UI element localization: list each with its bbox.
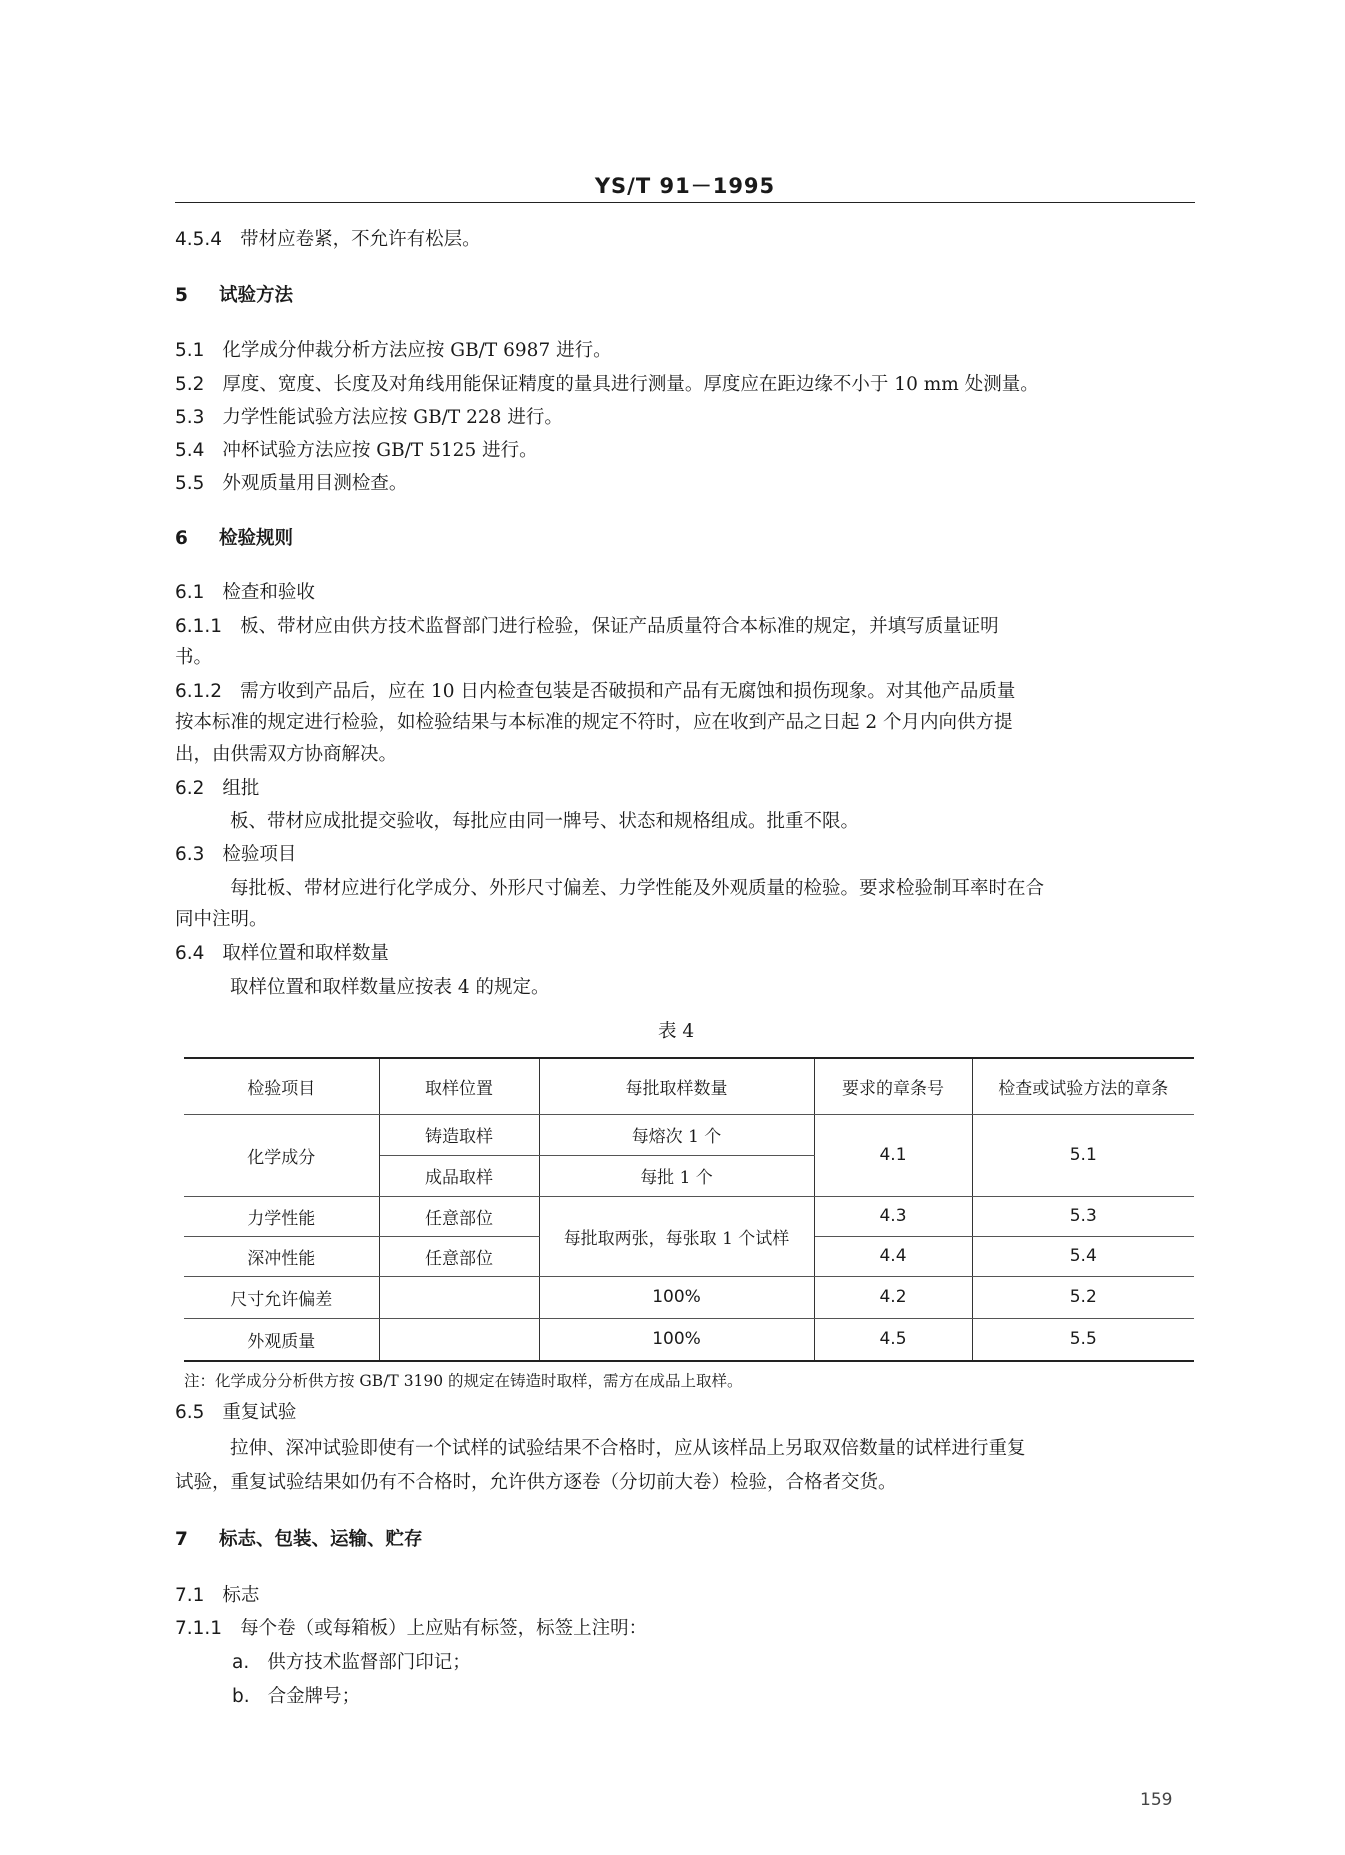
clause-5-2 [175, 372, 1039, 398]
clause-6-1-1 [175, 614, 999, 640]
clause-6-2 [175, 776, 259, 802]
cell-position: 铸造取样 [379, 1114, 539, 1155]
section-number: 7 [175, 1529, 188, 1550]
cell-item: 力学性能 [184, 1196, 379, 1236]
list-marker: a. [232, 1652, 250, 1673]
clause-6-1-2-cont-2: 出，由供需双方协商解决。 [175, 744, 398, 765]
clause-text: 检验项目 [222, 844, 297, 865]
clause-6-4 [175, 941, 389, 967]
table-row [184, 1114, 1194, 1155]
cell-quantity: 每批取两张，每张取 1 个试样 [539, 1196, 814, 1276]
header-inspection-item: 检验项目 [184, 1058, 379, 1114]
clause-number: 5.2 [175, 374, 205, 395]
cell-item: 尺寸允许偏差 [184, 1276, 379, 1318]
clause-6-1-1-cont: 书。 [175, 647, 213, 668]
header-required-clause: 要求的章条号 [814, 1058, 972, 1114]
cell-quantity: 每熔次 1 个 [539, 1114, 814, 1155]
clause-text: 检查和验收 [222, 582, 315, 603]
clause-number: 6.1 [175, 582, 205, 603]
cell-method-clause: 5.3 [972, 1196, 1194, 1236]
header-method-clause: 检查或试验方法的章条 [972, 1058, 1194, 1114]
list-item-a [232, 1650, 471, 1676]
section-7-heading [175, 1527, 423, 1553]
clause-text: 板、带材应由供方技术监督部门进行检验，保证产品质量符合本标准的规定，并填写质量证明 [240, 616, 999, 637]
section-number: 6 [175, 528, 188, 549]
list-item-b [232, 1684, 360, 1710]
list-marker: b. [232, 1686, 250, 1707]
list-text: 合金牌号； [267, 1686, 361, 1707]
cell-required-clause: 4.2 [814, 1276, 972, 1318]
clause-number: 6.5 [175, 1402, 205, 1423]
cell-quantity: 每批 1 个 [539, 1155, 814, 1196]
cell-required-clause: 4.5 [814, 1318, 972, 1361]
cell-position: 任意部位 [379, 1196, 539, 1236]
clause-6-5-para-2: 试验，重复试验结果如仍有不合格时，允许供方逐卷（分切前大卷）检验，合格者交货。 [175, 1472, 897, 1493]
clause-6-3-para-1: 每批板、带材应进行化学成分、外形尺寸偏差、力学性能及外观质量的检验。要求检验制耳率时在合 [230, 878, 1045, 899]
clause-text: 标志 [222, 1585, 260, 1606]
cell-item: 化学成分 [184, 1114, 379, 1196]
cell-required-clause: 4.3 [814, 1196, 972, 1236]
table-row [184, 1276, 1194, 1318]
clause-number: 5.4 [175, 440, 205, 461]
table-caption: 表 4 [658, 1021, 695, 1042]
clause-number: 6.4 [175, 943, 205, 964]
clause-6-3-para-2: 同中注明。 [175, 909, 268, 930]
section-title: 标志、包装、运输、贮存 [219, 1529, 423, 1550]
clause-5-4 [175, 438, 538, 464]
section-6-heading [175, 526, 293, 552]
clause-text: 厚度、宽度、长度及对角线用能保证精度的量具进行测量。厚度应在距边缘不小于 10 mm 处测量。 [222, 374, 1039, 395]
clause-text: 外观质量用目测检查。 [222, 473, 408, 494]
clause-text: 冲杯试验方法应按 GB/T 5125 进行。 [222, 440, 538, 461]
clause-5-1 [175, 338, 612, 364]
table-note: 注：化学成分分析供方按 GB/T 3190 的规定在铸造时取样，需方在成品上取样。 [184, 1372, 743, 1390]
cell-quantity: 100% [539, 1318, 814, 1361]
clause-text: 每个卷（或每箱板）上应贴有标签，标签上注明： [240, 1618, 648, 1639]
clause-6-1-2-cont-1: 按本标准的规定进行检验，如检验结果与本标准的规定不符时，应在收到产品之日起 2 个月内向供方提 [175, 712, 1013, 733]
clause-text: 取样位置和取样数量 [222, 943, 389, 964]
clause-text: 组批 [222, 778, 260, 799]
clause-number: 4.5.4 [175, 229, 223, 250]
sampling-table [184, 1057, 1194, 1362]
clause-number: 6.3 [175, 844, 205, 865]
clause-number: 5.3 [175, 407, 205, 428]
clause-number: 7.1.1 [175, 1618, 223, 1639]
clause-number: 7.1 [175, 1585, 205, 1606]
cell-method-clause: 5.2 [972, 1276, 1194, 1318]
page-number: 159 [1140, 1790, 1173, 1810]
standard-header: YS/T 91－1995 [594, 174, 776, 198]
cell-quantity: 100% [539, 1276, 814, 1318]
table-4 [184, 1057, 1194, 1360]
clause-7-1-1 [175, 1616, 647, 1642]
cell-position: 任意部位 [379, 1236, 539, 1276]
list-text: 供方技术监督部门印记； [267, 1652, 471, 1673]
header-rule [175, 202, 1195, 203]
clause-text: 带材应卷紧，不允许有松层。 [240, 229, 481, 250]
cell-method-clause: 5.1 [972, 1114, 1194, 1196]
clause-5-3 [175, 405, 563, 431]
table-row [184, 1318, 1194, 1361]
clause-6-3 [175, 842, 296, 868]
clause-4-5-4 [175, 227, 481, 253]
cell-method-clause: 5.5 [972, 1318, 1194, 1361]
table-header-row [184, 1058, 1194, 1114]
clause-text: 重复试验 [222, 1402, 297, 1423]
clause-5-5 [175, 471, 407, 497]
section-title: 检验规则 [219, 528, 294, 549]
cell-required-clause: 4.4 [814, 1236, 972, 1276]
clause-text: 化学成分仲裁分析方法应按 GB/T 6987 进行。 [222, 340, 612, 361]
clause-7-1 [175, 1583, 259, 1609]
clause-text: 力学性能试验方法应按 GB/T 228 进行。 [222, 407, 563, 428]
table-row [184, 1196, 1194, 1236]
cell-item: 深冲性能 [184, 1236, 379, 1276]
cell-position: 成品取样 [379, 1155, 539, 1196]
clause-number: 6.2 [175, 778, 205, 799]
clause-6-4-para: 取样位置和取样数量应按表 4 的规定。 [230, 977, 550, 998]
clause-6-1 [175, 580, 315, 606]
header-sampling-position: 取样位置 [379, 1058, 539, 1114]
cell-method-clause: 5.4 [972, 1236, 1194, 1276]
clause-text: 需方收到产品后，应在 10 日内检查包装是否破损和产品有无腐蚀和损伤现象。对其他产品质量 [240, 681, 1016, 702]
cell-required-clause: 4.1 [814, 1114, 972, 1196]
section-title: 试验方法 [219, 285, 294, 306]
clause-number: 6.1.2 [175, 681, 223, 702]
clause-number: 5.5 [175, 473, 205, 494]
header-sampling-quantity: 每批取样数量 [539, 1058, 814, 1114]
clause-6-1-2 [175, 679, 1015, 705]
clause-number: 5.1 [175, 340, 205, 361]
section-number: 5 [175, 285, 188, 306]
section-5-heading [175, 283, 293, 309]
clause-6-2-para: 板、带材应成批提交验收，每批应由同一牌号、状态和规格组成。批重不限。 [230, 811, 860, 832]
clause-number: 6.1.1 [175, 616, 223, 637]
clause-6-5 [175, 1400, 296, 1426]
cell-item: 外观质量 [184, 1318, 379, 1361]
cell-position [379, 1318, 539, 1361]
cell-position [379, 1276, 539, 1318]
clause-6-5-para-1: 拉伸、深冲试验即使有一个试样的试验结果不合格时，应从该样品上另取双倍数量的试样进行重复 [230, 1438, 1026, 1459]
